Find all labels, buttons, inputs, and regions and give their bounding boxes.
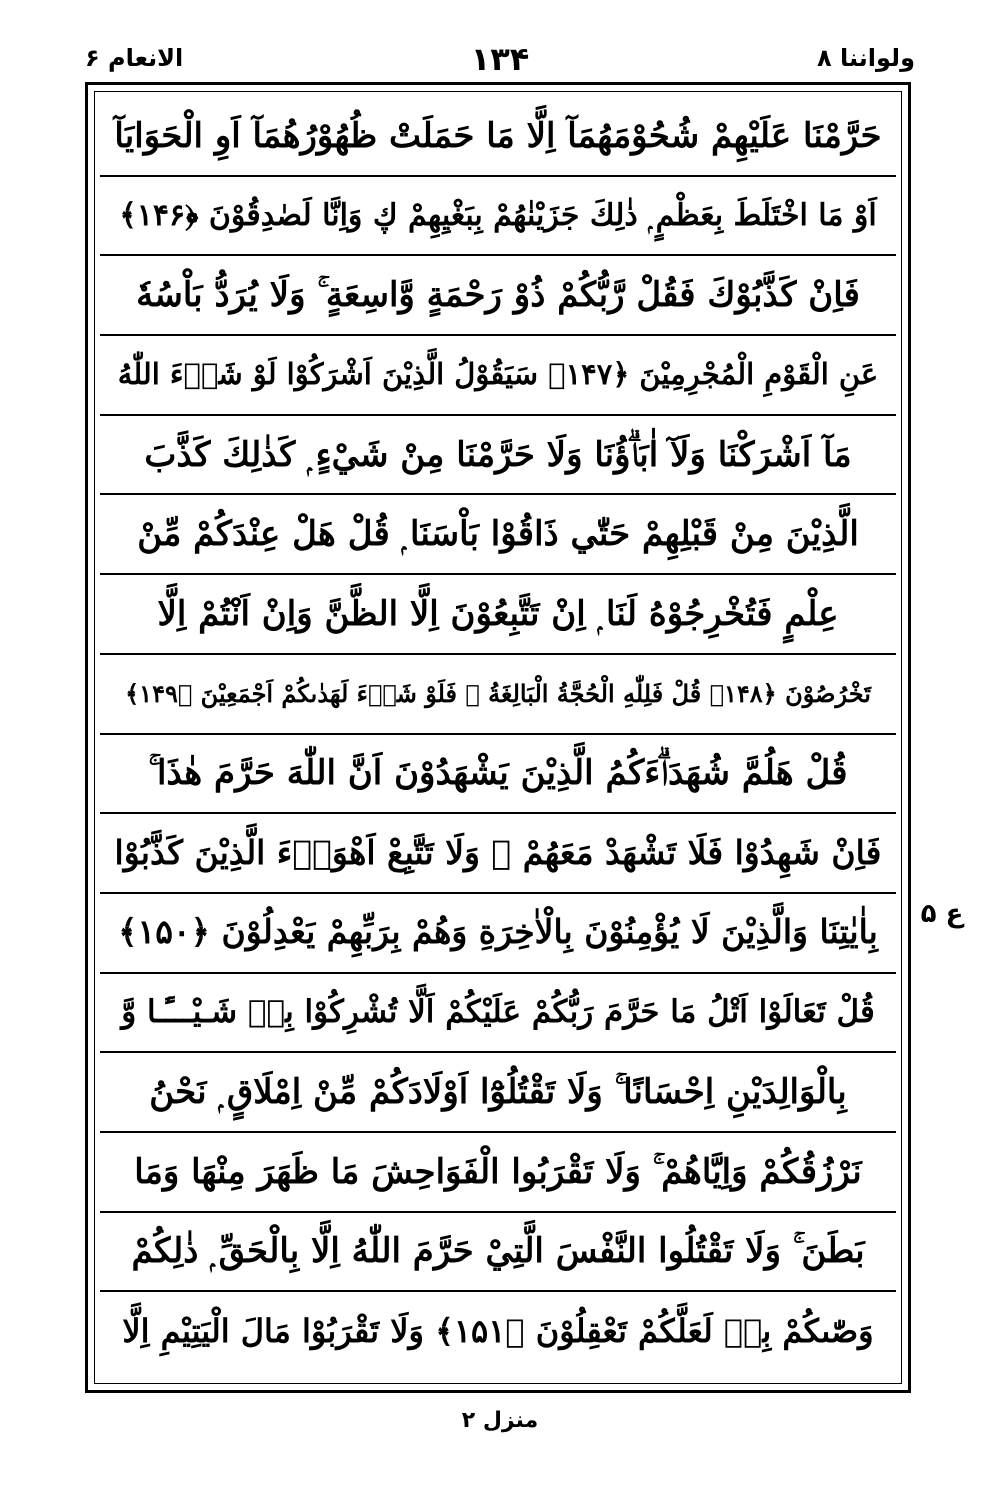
verse-text: عَنِ الْقَوْمِ الْمُجْرِمِيْنَ ﴿۱۴۷﴾ سَيَقُوْلُ الَّذِيْنَ اَشْرَكُوْا لَوْ شَاۗءَ اللّٰهُ <box>117 357 879 392</box>
page-number: ۱۳۴ <box>470 40 530 78</box>
verse-text: نَرْزُقُكُمْ وَاِيَّاهُمْ ۚ وَلَا تَقْرَبُوا الْفَوَاحِشَ مَا ظَهَرَ مِنْهَا وَمَا <box>134 1151 862 1192</box>
page-header <box>85 40 915 86</box>
verse-line <box>100 974 896 1054</box>
verse-line <box>100 1053 896 1133</box>
verse-line <box>100 256 896 336</box>
juz-name: ولواننا ۸ <box>816 44 915 72</box>
verse-text: عِلْمٍ فَتُخْرِجُوْهُ لَنَا ۭ اِنْ تَتَّبِعُوْنَ اِلَّا الظَّنَّ وَاِنْ اَنْتُمْ اِلَّا <box>157 593 839 634</box>
verse-line <box>100 177 896 257</box>
verse-text: قُلْ هَلُمَّ شُهَدَاۗءَكُمُ الَّذِيْنَ يَشْهَدُوْنَ اَنَّ اللّٰهَ حَرَّمَ هٰذَا ۚ <box>148 753 848 794</box>
verse-line <box>100 655 896 735</box>
ruku-marker: ع ۵ <box>920 899 964 929</box>
manzil-marker: منزل ۲ <box>461 1408 539 1433</box>
verse-lines <box>100 97 896 1378</box>
verse-text: بِاٰيٰتِنَا وَالَّذِيْنَ لَا يُؤْمِنُوْنَ بِالْاٰخِرَةِ وَهُمْ بِرَبِّهِمْ يَعْدِلُوْنَ ﴿۱۵۰﴾ <box>118 912 878 952</box>
verse-text: مَآ اَشْرَكْنَا وَلَآ اٰبَاۗؤُنَا وَلَا حَرَّمْنَا مِنْ شَيْءٍ ۭ كَذٰلِكَ كَذَّبَ <box>144 434 852 475</box>
verse-line <box>100 336 896 416</box>
verse-text: بَطَنَ ۚ وَلَا تَقْتُلُوا النَّفْسَ الَّتِيْ حَرَّمَ اللّٰهُ اِلَّا بِالْحَقِّ ۭ ذٰلِكُمْ <box>131 1231 865 1272</box>
verse-line <box>100 416 896 496</box>
verse-line <box>100 814 896 894</box>
verse-line <box>100 1133 896 1213</box>
verse-line <box>100 575 896 655</box>
verse-line <box>100 495 896 575</box>
verse-text: اَوْ مَا اخْتَلَطَ بِعَظْمٍ ۭ ذٰلِكَ جَزَيْنٰهُمْ بِبَغْيِهِمْ ڮ وَاِنَّا لَصٰدِقُوْنَ ﴿۱۴۶﴾ <box>119 198 877 234</box>
verse-line <box>100 1213 896 1293</box>
verse-text: فَاِنْ شَهِدُوْا فَلَا تَشْهَدْ مَعَهُمْ ۚ وَلَا تَتَّبِعْ اَهْوَاۗءَ الَّذِيْنَ كَذَّبُوْا <box>114 832 882 872</box>
verse-text: حَرَّمْنَا عَلَيْهِمْ شُحُوْمَهُمَآ اِلَّا مَا حَمَلَتْ ظُهُوْرُهُمَآ اَوِ الْحَوَايَآ <box>114 115 882 156</box>
verse-line <box>100 735 896 815</box>
page-border <box>85 82 911 1393</box>
verse-text: فَاِنْ كَذَّبُوْكَ فَقُلْ رَّبُّكُمْ ذُوْ رَحْمَةٍ وَّاسِعَةٍ ۚ وَلَا يُرَدُّ بَاْسُهٗ <box>136 275 860 316</box>
verse-line <box>100 1292 896 1372</box>
verse-text: وَصّٰىكُمْ بِهٖ لَعَلَّكُمْ تَعْقِلُوْنَ ﴿۱۵۱﴾ وَلَا تَقْرَبُوْا مَالَ الْيَتِيْمِ اِلَّا <box>122 1312 874 1351</box>
verse-text: بِالْوَالِدَيْنِ اِحْسَانًا ۚ وَلَا تَقْتُلُوْٓا اَوْلَادَكُمْ مِّنْ اِمْلَاقٍ ۭ نَحْنُ <box>149 1072 847 1112</box>
verse-text: الَّذِيْنَ مِنْ قَبْلِهِمْ حَتّٰي ذَاقُوْا بَاْسَنَا ۭ قُلْ هَلْ عِنْدَكُمْ مِّنْ <box>137 514 859 555</box>
verse-line <box>100 97 896 177</box>
surah-name: الانعام ۶ <box>85 44 184 72</box>
verse-line <box>100 894 896 974</box>
verse-text: قُلْ تَعَالَوْا اَتْلُ مَا حَرَّمَ رَبُّكُمْ عَلَيْكُمْ اَلَّا تُشْرِكُوْا بِهٖ شَـيْـــًٔـا وَّ <box>121 994 875 1031</box>
verse-text: تَخْرُصُوْنَ ﴿۱۴۸﴾ قُلْ فَلِلّٰهِ الْحُجَّةُ الْبَالِغَةُ ۚ فَلَوْ شَاۗءَ لَهَدٰىكُمْ اَجْمَعِيْنَ ﴿۱۴۹﴾ <box>125 679 871 709</box>
